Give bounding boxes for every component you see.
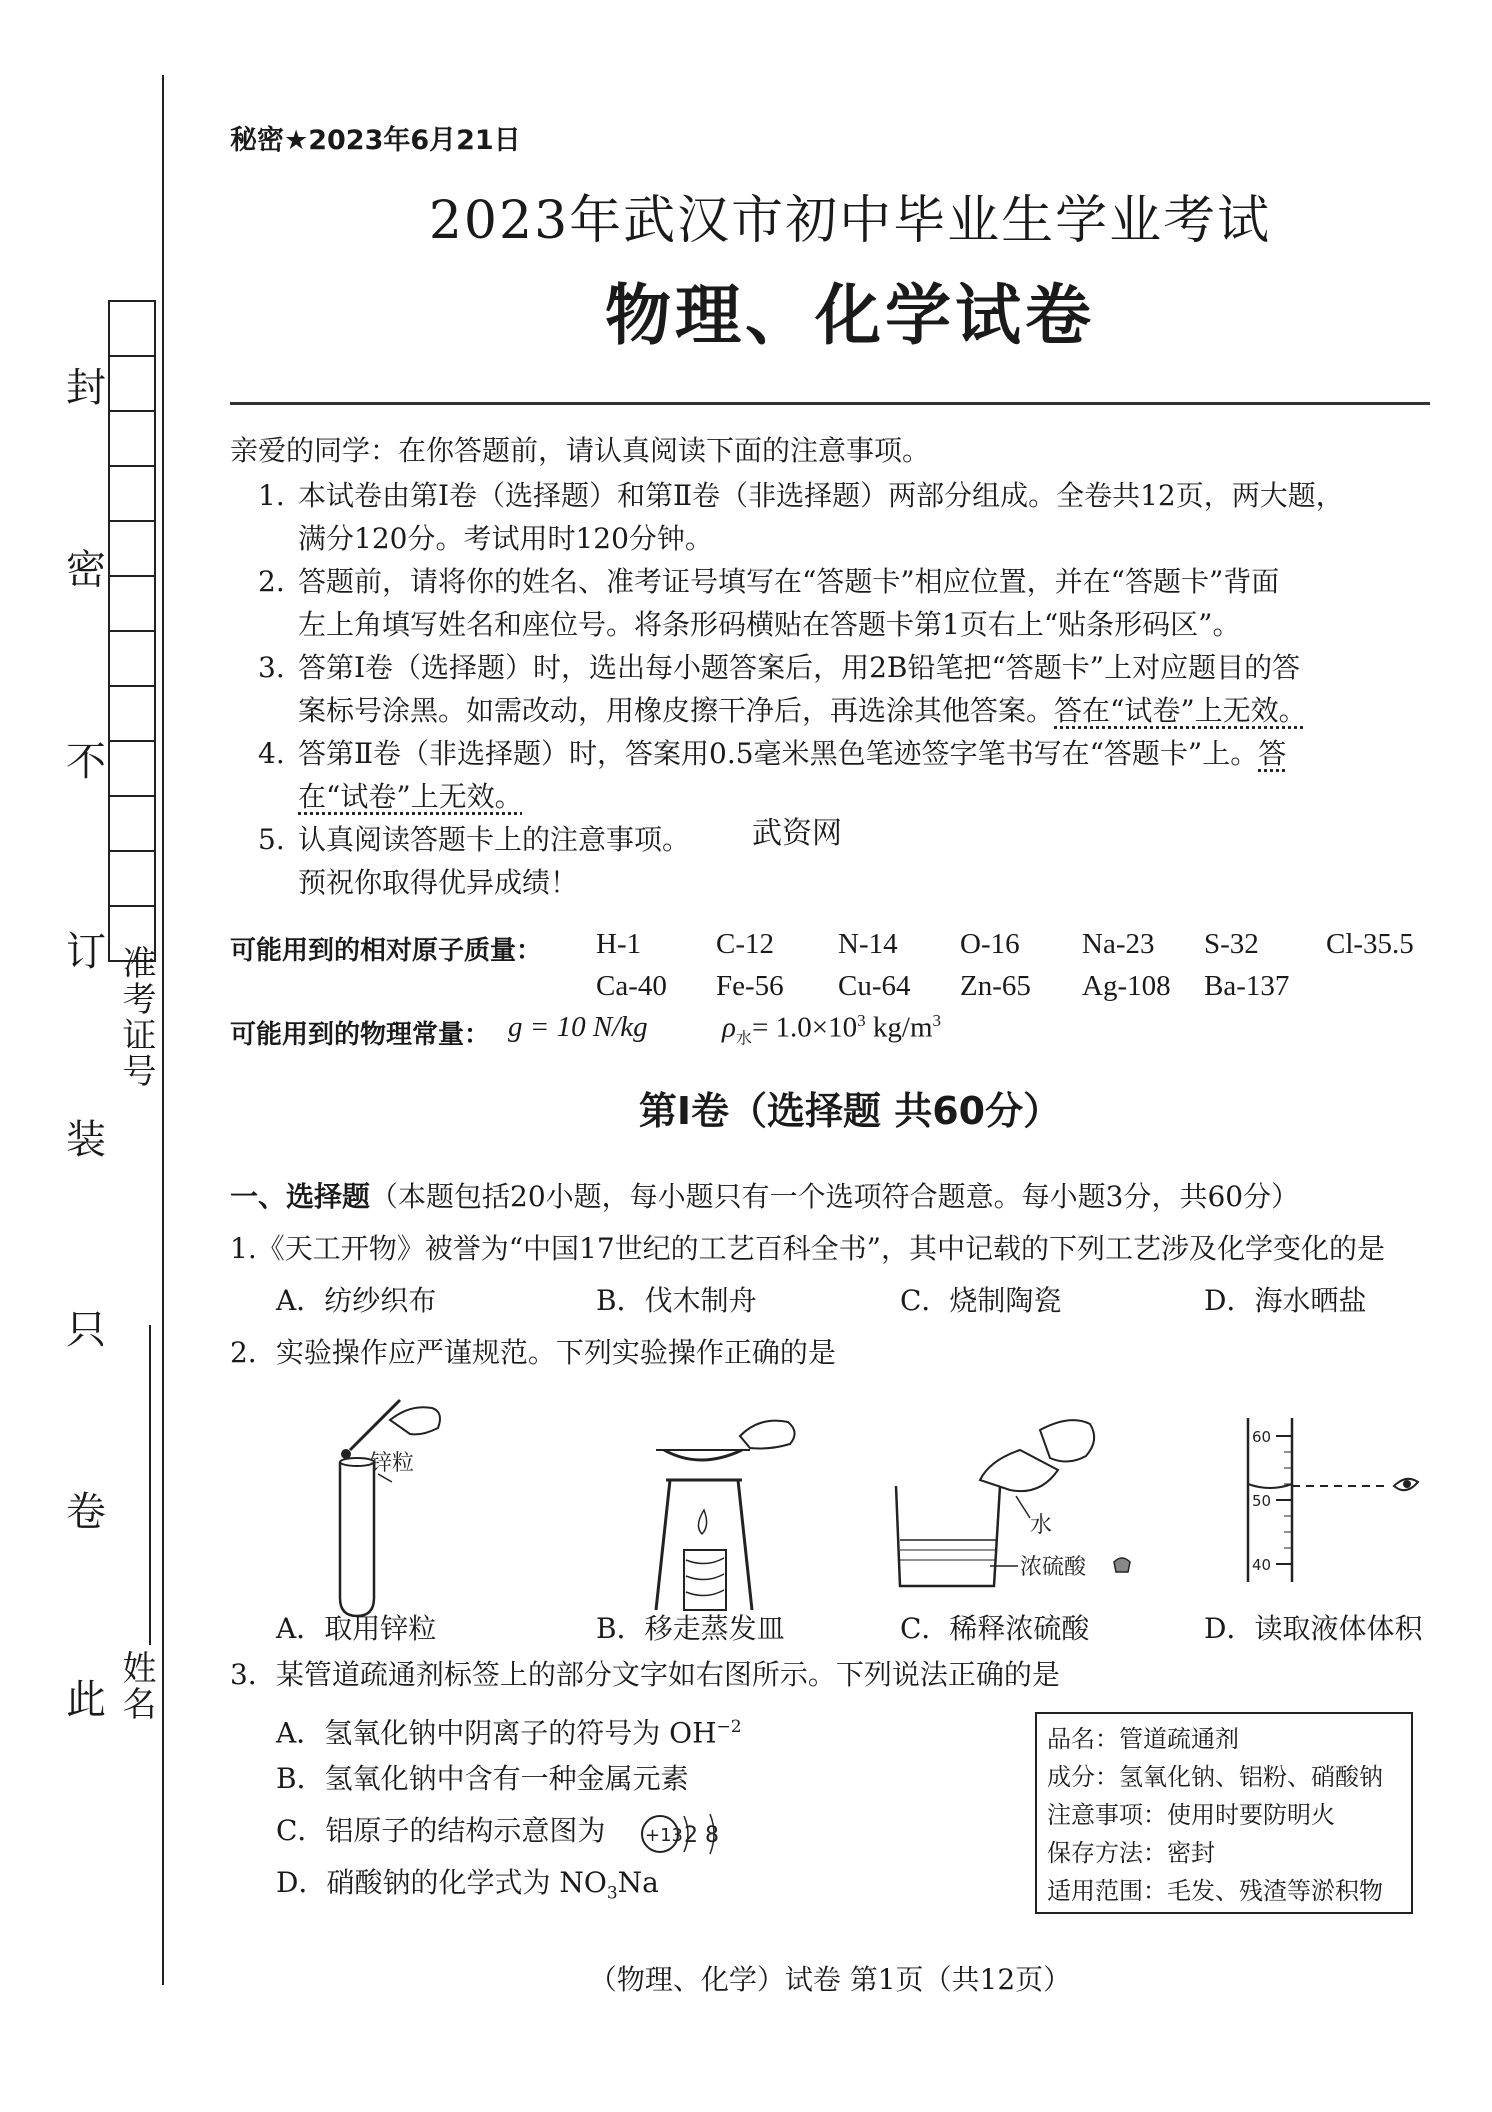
label-line: 保存方法：密封 xyxy=(1047,1839,1215,1867)
name-label: 姓名 xyxy=(116,1650,156,1722)
rho-unit: kg/m xyxy=(865,1011,933,1044)
atomic-mass: H-1 xyxy=(596,928,642,960)
q2-option-c[interactable]: C．稀释浓硫酸 xyxy=(900,1612,1090,1645)
question-2-stem: 2．实验操作应严谨规范。下列实验操作正确的是 xyxy=(230,1336,836,1369)
physics-constant-label: 可能用到的物理常量： xyxy=(230,1020,491,1050)
part-heading-line xyxy=(230,1176,1299,1218)
part-description: （本题包括20小题，每小题只有一个选项符合题意。每小题3分，共60分） xyxy=(370,1180,1300,1213)
atomic-mass: N-14 xyxy=(838,928,898,960)
label-line: 适用范围：毛发、残渣等淤积物 xyxy=(1047,1877,1383,1905)
atomic-mass: C-12 xyxy=(716,928,774,960)
notice-item-2-line2: 左上角填写姓名和座位号。将条形码横贴在答题卡第1页右上“贴条形码区”。 xyxy=(298,608,1241,641)
section-title: 第Ⅰ卷（选择题 共60分） xyxy=(638,1089,1062,1133)
product-label-box xyxy=(1035,1712,1413,1914)
figure-c-dilute-acid xyxy=(890,1400,1140,1600)
q1-option-b[interactable]: B．伐木制舟 xyxy=(596,1284,757,1317)
page-footer: （物理、化学）试卷 第1页（共12页） xyxy=(588,1963,1072,1996)
label-line: 品名：管道疏通剂 xyxy=(1047,1725,1239,1753)
paper-title: 物理、化学试卷 xyxy=(605,277,1095,354)
seal-char: 卷 xyxy=(66,1489,106,1535)
tick-label: 60 xyxy=(1252,1428,1272,1446)
question-3-stem: 3．某管道疏通剂标签上的部分文字如右图所示。下列说法正确的是 xyxy=(230,1658,1060,1691)
seal-char: 装 xyxy=(66,1117,106,1163)
notice-num: 2. xyxy=(258,565,285,598)
atomic-mass: Cu-64 xyxy=(838,970,911,1002)
notice-item-1-line1: 本试卷由第Ⅰ卷（选择题）和第Ⅱ卷（非选择题）两部分组成。全卷共12页，两大题， xyxy=(298,479,1344,512)
water-label: 水 xyxy=(1030,1513,1053,1538)
exam-id-label: 准考证号 xyxy=(116,945,156,1089)
water-density xyxy=(722,1011,941,1048)
q3-option-a-text: A．氢氧化钠中阴离子的符号为 OH xyxy=(276,1716,717,1750)
atomic-mass: O-16 xyxy=(960,928,1020,960)
atomic-mass: S-32 xyxy=(1204,928,1259,960)
atomic-mass: Cl-35.5 xyxy=(1326,928,1414,960)
seal-char: 此 xyxy=(66,1677,106,1723)
part-heading: 一、选择题 xyxy=(230,1180,371,1213)
q1-option-a[interactable]: A．纺纱织布 xyxy=(276,1284,437,1317)
label-line: 注意事项：使用时要防明火 xyxy=(1047,1801,1335,1829)
notice-num: 5. xyxy=(258,823,285,856)
notice-item-4-line1 xyxy=(298,733,1286,775)
electron-shells: 2 8 xyxy=(684,1823,719,1848)
notice-item-1-line2: 满分120分。考试用时120分钟。 xyxy=(298,522,713,555)
q3-option-d[interactable] xyxy=(276,1862,659,1915)
atomic-mass: Ca-40 xyxy=(596,970,667,1002)
acid-label: 浓硫酸 xyxy=(1020,1555,1087,1580)
aluminum-atom-diagram xyxy=(638,1808,748,1860)
name-line[interactable] xyxy=(149,1325,151,1645)
seal-char: 只 xyxy=(66,1307,106,1353)
notice-item-4-text: 答第Ⅱ卷（非选择题）时，答案用0.5毫米黑色笔迹签字笔书写在“答题卡”上。 xyxy=(298,737,1259,770)
emphasis-text: 答 xyxy=(1258,737,1287,770)
notice-num: 4. xyxy=(258,737,285,770)
notice-item-2-line1: 答题前，请将你的姓名、准考证号填写在“答题卡”相应位置，并在“答题卡”背面 xyxy=(298,565,1280,598)
seal-char: 密 xyxy=(66,547,106,593)
q3-option-c[interactable] xyxy=(276,1810,605,1852)
q2-option-d[interactable]: D．读取液体体积 xyxy=(1204,1612,1423,1645)
atomic-mass: Na-23 xyxy=(1082,928,1155,960)
notice-item-4-line2: 在“试卷”上无效。 xyxy=(298,780,523,813)
seal-char: 不 xyxy=(66,739,106,785)
atomic-mass: Ag-108 xyxy=(1082,970,1171,1002)
q3-option-b[interactable]: B．氢氧化钠中含有一种金属元素 xyxy=(276,1762,689,1795)
secret-date: 秘密★2023年6月21日 xyxy=(230,125,521,156)
formula-tail: Na xyxy=(617,1866,659,1899)
atomic-mass: Zn-65 xyxy=(960,970,1031,1002)
notice-intro: 亲爱的同学：在你答题前，请认真阅读下面的注意事项。 xyxy=(230,434,931,467)
nucleus-charge: +13 xyxy=(645,1825,683,1846)
figure-d-graduated-cylinder xyxy=(1230,1410,1440,1590)
label-line: 成分：氢氧化钠、铝粉、硝酸钠 xyxy=(1047,1763,1383,1791)
figure-b-evaporating-dish xyxy=(650,1410,810,1620)
notice-num: 3. xyxy=(258,651,285,684)
q2-option-b[interactable]: B．移走蒸发皿 xyxy=(596,1612,785,1645)
question-1-stem: 1.《天工开物》被誉为“中国17世纪的工艺百科全书”，其中记载的下列工艺涉及化学变化的是 xyxy=(230,1232,1385,1265)
q3-option-d-text: D．硝酸钠的化学式为 NO xyxy=(276,1866,607,1899)
title-divider xyxy=(230,402,1430,405)
rho-subscript: 水 xyxy=(735,1030,752,1048)
rho-exponent: 3 xyxy=(857,1011,866,1030)
atomic-mass: Fe-56 xyxy=(716,970,784,1002)
atomic-mass: Ba-137 xyxy=(1204,970,1290,1002)
notice-item-5-line2: 预祝你取得优异成绩！ xyxy=(298,866,579,899)
rho-symbol: ρ xyxy=(722,1011,736,1044)
formula-subscript: 3 xyxy=(606,1883,618,1904)
seal-char: 封 xyxy=(66,365,106,411)
exam-id-boxes[interactable] xyxy=(108,300,156,962)
emphasis-text: 答在“试卷”上无效。 xyxy=(1054,694,1307,727)
notice-item-5-line1: 认真阅读答题卡上的注意事项。 xyxy=(298,823,691,856)
q3-option-a[interactable] xyxy=(276,1706,742,1754)
figure-a-test-tube xyxy=(320,1390,470,1620)
notice-num: 1. xyxy=(258,479,285,512)
q1-option-c[interactable]: C．烧制陶瓷 xyxy=(900,1284,1062,1317)
tick-label: 50 xyxy=(1252,1492,1272,1510)
notice-item-3-line2 xyxy=(298,690,1307,732)
atomic-mass-label: 可能用到的相对原子质量： xyxy=(230,936,543,966)
binding-line xyxy=(162,75,164,1985)
gravity-constant: g = 10 N/kg xyxy=(508,1011,648,1043)
zinc-label: 锌粒 xyxy=(370,1451,415,1476)
watermark-text: 武资网 xyxy=(752,816,842,851)
notice-item-3-line1: 答第Ⅰ卷（选择题）时，选出每小题答案后，用2B铅笔把“答题卡”上对应题目的答 xyxy=(298,651,1301,684)
tick-label: 40 xyxy=(1252,1556,1272,1574)
rho-value: = 1.0×10 xyxy=(751,1011,858,1044)
exam-title: 2023年武汉市初中毕业生学业考试 xyxy=(428,191,1272,251)
rho-unit-exponent: 3 xyxy=(932,1011,942,1030)
q1-option-d[interactable]: D．海水晒盐 xyxy=(1204,1284,1367,1317)
q3-option-c-text: C．铝原子的结构示意图为 xyxy=(276,1814,606,1847)
q2-option-a[interactable]: A．取用锌粒 xyxy=(276,1612,437,1645)
notice-item-3-text: 案标号涂黑。如需改动，用橡皮擦干净后，再选涂其他答案。 xyxy=(298,694,1055,727)
charge-superscript: −2 xyxy=(716,1717,742,1737)
seal-char: 订 xyxy=(66,929,106,975)
